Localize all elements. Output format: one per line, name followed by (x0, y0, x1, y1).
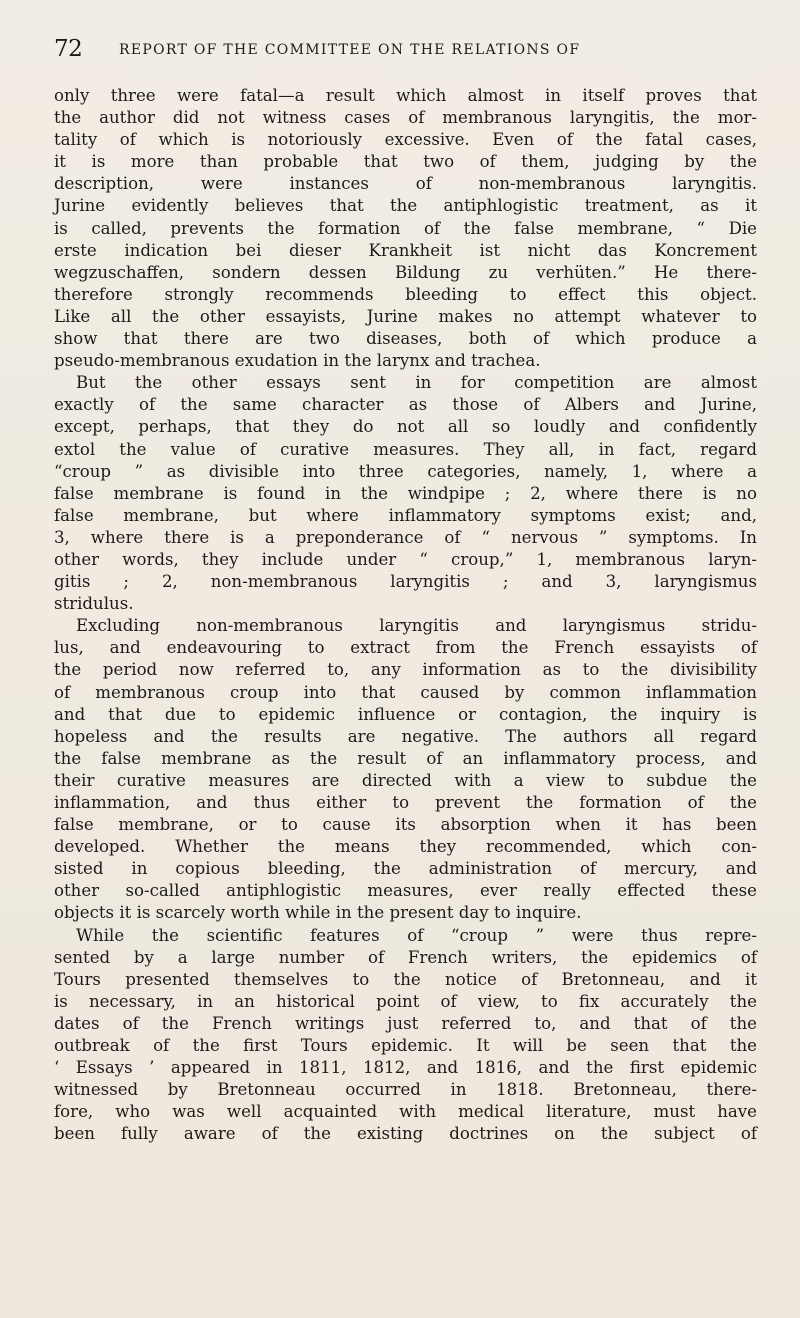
text-line: outbreak of the first Tours epidemic. It will be seen that the (54, 1036, 757, 1056)
text-line: the period now referred to, any information as to the divisibility (54, 660, 757, 680)
text-line: except, perhaps, that they do not all so loudly and confidently (54, 417, 757, 437)
text-line: false membrane, but where inflammatory symptoms exist; and, (54, 505, 757, 525)
running-head (40, 20, 760, 64)
text-line: pseudo-membranous exudation in the larynx and trachea. (54, 351, 541, 371)
text-line: hopeless and the results are negative. The authors all regard (54, 726, 757, 746)
text-line: objects it is scarcely worth while in the present day to inquire. (54, 903, 582, 923)
text-line: Tours presented themselves to the notice of Bretonneau, and it (54, 969, 757, 989)
text-line: wegzuschaffen, sondern dessen Bildung zu verhüten.” He there- (54, 262, 757, 282)
body-text (54, 85, 757, 1146)
text-line: the false membrane as the result of an inflammatory process, and (54, 748, 757, 768)
text-line: 3, where there is a preponderance of “ nervous ” symptoms. In (54, 527, 757, 547)
text-line: other so-called antiphlogistic measures, ever really effected these (54, 881, 757, 901)
text-line: lus, and endeavouring to extract from the French essayists of (54, 638, 757, 658)
text-line: and that due to epidemic influence or contagion, the inquiry is (54, 704, 757, 724)
text-line: extol the value of curative measures. They all, in fact, regard (54, 439, 757, 459)
text-line: ‘ Essays ’ appeared in 1811, 1812, and 1816, and the first epidemic (54, 1058, 757, 1078)
text-line: erste indication bei dieser Krankheit ist nicht das Koncrement (54, 240, 757, 260)
text-line: the author did not witness cases of membranous laryngitis, the mor- (54, 108, 757, 128)
text-line: description, were instances of non-membranous laryngitis. (54, 174, 757, 194)
paragraph-start-line: While the scientific features of “croup ” were thus repre- (76, 925, 757, 945)
text-line: only three were fatal—a result which almost in itself proves that (54, 86, 757, 105)
text-line: their curative measures are directed with a view to subdue the (54, 770, 757, 790)
text-line: is called, prevents the formation of the false membrane, “ Die (54, 218, 757, 238)
text-line: tality of which is notoriously excessive. Even of the fatal cases, (54, 130, 757, 150)
text-line: of membranous croup into that caused by common inflammation (54, 682, 757, 702)
paragraph-start-line: But the other essays sent in for competition are almost (76, 373, 757, 393)
text-line: “croup ” as divisible into three categories, namely, 1, where a (54, 461, 757, 481)
text-line: stridulus. (54, 594, 134, 614)
text-line: inflammation, and thus either to prevent the formation of the (54, 793, 757, 812)
text-line: fore, who was well acquainted with medical literature, must have (54, 1102, 757, 1122)
text-line: it is more than probable that two of them, judging by the (54, 152, 757, 172)
page-number: 72 (54, 36, 83, 62)
text-line: false membrane, or to cause its absorption when it has been (54, 815, 757, 835)
text-line: therefore strongly recommends bleeding to effect this object. (54, 284, 757, 304)
running-head-title: REPORT OF THE COMMITTEE ON THE RELATIONS OF (119, 42, 581, 58)
text-line: Like all the other essayists, Jurine makes no attempt whatever to (54, 306, 757, 326)
text-line: witnessed by Bretonneau occurred in 1818. Bretonneau, there- (54, 1080, 757, 1100)
paragraph-start-line: Excluding non-membranous laryngitis and laryngismus stridu- (76, 616, 757, 636)
text-line: sented by a large number of French writers, the epidemics of (54, 947, 757, 967)
text-line: show that there are two diseases, both of which produce a (54, 329, 757, 349)
text-line: gitis ; 2, non-membranous laryngitis ; and 3, laryngismus (54, 572, 757, 592)
text-line: sisted in copious bleeding, the administration of mercury, and (54, 859, 757, 879)
text-line: been fully aware of the existing doctrines on the subject of (54, 1124, 757, 1144)
text-line: is necessary, in an historical point of view, to fix accurately the (54, 991, 757, 1011)
text-line: false membrane is found in the windpipe ; 2, where there is no (54, 483, 757, 503)
text-line: other words, they include under “ croup,” 1, membranous laryn- (54, 549, 757, 569)
text-line: dates of the French writings just referred to, and that of the (54, 1013, 757, 1033)
text-line: Jurine evidently believes that the antiphlogistic treatment, as it (54, 196, 757, 216)
text-line: developed. Whether the means they recommended, which con- (54, 837, 757, 857)
text-line: exactly of the same character as those of Albers and Jurine, (54, 395, 757, 415)
